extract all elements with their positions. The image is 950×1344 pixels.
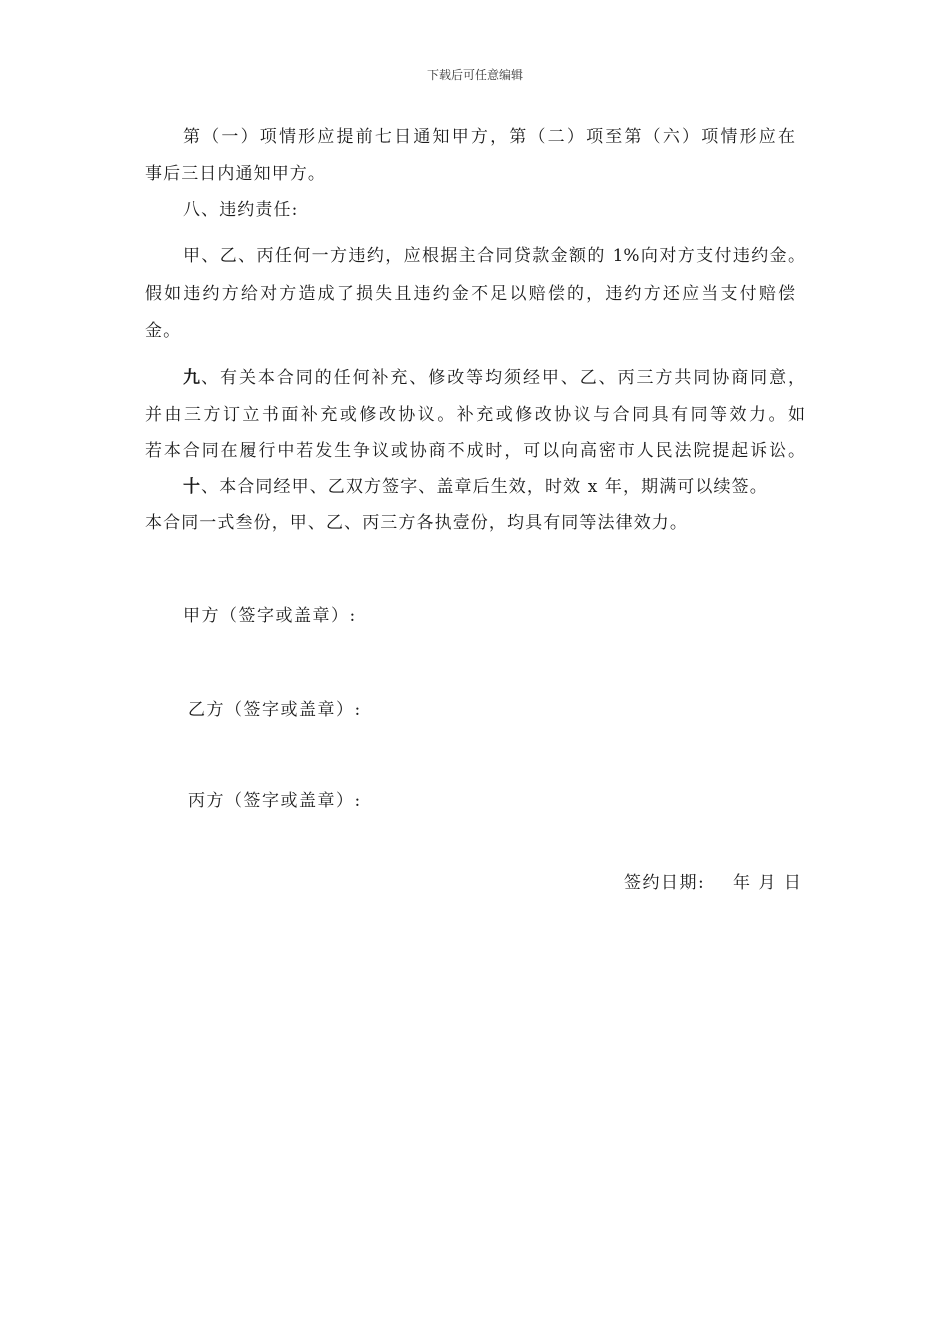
section-10-line-2: 本合同一式叁份，甲、乙、丙三方各执壹份，均具有同等法律效力。 (145, 513, 688, 533)
signature-party-a: 甲方（签字或盖章）: (183, 606, 357, 626)
signature-party-b: 乙方（签字或盖章）: (188, 700, 362, 720)
section-8-line-2: 假如违约方给对方造成了损失且违约金不足以赔偿的，违约方还应当支付赔偿 (145, 284, 795, 304)
section-9-line-1-text: 、有关本合同的任何补充、修改等均须经甲、乙、丙三方共同协商同意， (201, 368, 805, 388)
signing-date-day: 日 (783, 873, 803, 893)
section-10-line-1 (183, 474, 768, 500)
signing-date-label: 签约日期: (624, 873, 706, 893)
page-header: 下载后可任意编辑 (426, 68, 523, 82)
section-9-line-3: 若本合同在履行中若发生争议或协商不成时，可以向高密市人民法院提起诉讼。 (145, 441, 805, 461)
section-10-number: 十 (183, 477, 202, 497)
signing-date-month: 月 (758, 873, 777, 893)
signature-party-c: 丙方（签字或盖章）: (188, 791, 362, 811)
section-9-line-1 (183, 365, 805, 391)
section-9-number: 九 (183, 368, 202, 388)
section-8-line-1: 甲、乙、丙任何一方违约，应根据主合同贷款金额的 1%向对方支付违约金。 (183, 246, 805, 266)
signing-date-year: 年 (733, 873, 752, 893)
section-8-title: 八、违约责任: (183, 200, 299, 220)
section-10-line-1-text: 、本合同经甲、乙双方签字、盖章后生效，时效 x 年，期满可以续签。 (201, 477, 768, 497)
section-8-line-3: 金。 (145, 321, 182, 341)
clause-7-notice-line-1: 第（一）项情形应提前七日通知甲方，第（二）项至第（六）项情形应在 (183, 127, 795, 147)
section-9-line-2: 并由三方订立书面补充或修改协议。补充或修改协议与合同具有同等效力。如 (145, 405, 805, 425)
signing-date (624, 870, 802, 896)
clause-7-notice-line-2: 事后三日内通知甲方。 (145, 164, 326, 184)
